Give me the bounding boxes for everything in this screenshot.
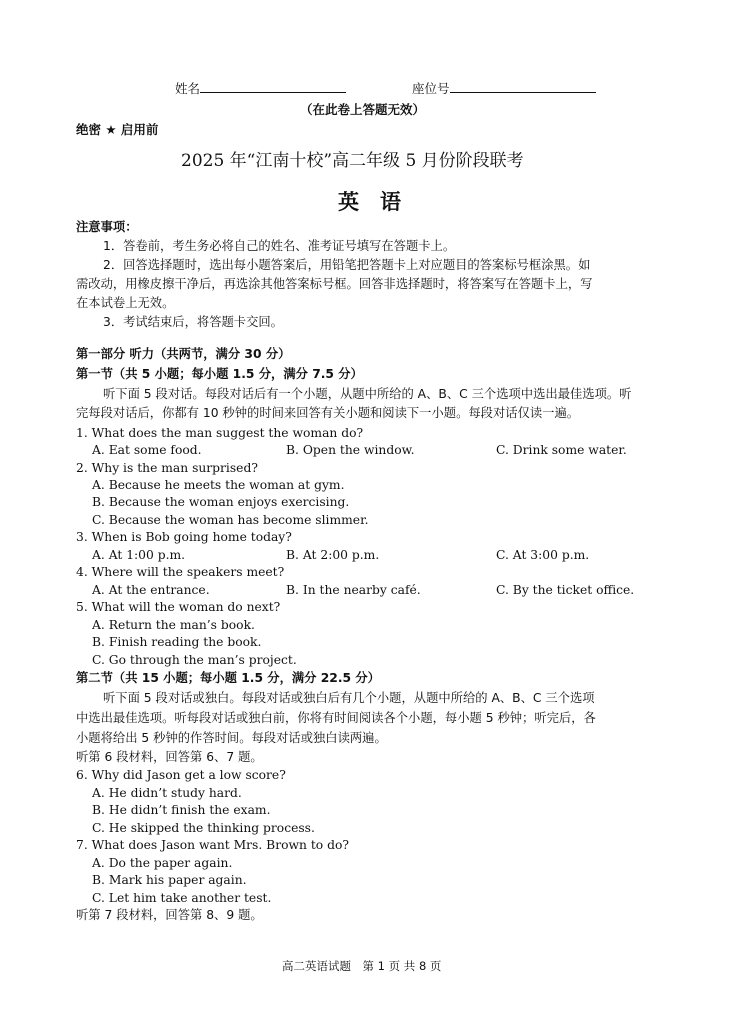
seat-label: 座位号 bbox=[412, 81, 450, 96]
question-6-stem: 6. Why did Jason get a low score? bbox=[76, 768, 286, 782]
question-4-option-c: C. By the ticket office. bbox=[496, 583, 635, 597]
subject-title: 英 语 bbox=[338, 189, 401, 214]
question-2-option-b: B. Because the woman enjoys exercising. bbox=[92, 495, 350, 509]
section1-title: 第一节（共 5 小题；每小题 1.5 分，满分 7.5 分） bbox=[76, 367, 363, 381]
name-blank-line bbox=[200, 81, 346, 93]
question-7-option-c: C. Let him take another test. bbox=[92, 891, 272, 905]
notice-line-2: 2．回答选择题时，选出每小题答案后，用铅笔把答题卡上对应题目的答案标号框涂黑。如 bbox=[103, 258, 591, 272]
question-1-option-c: C. Drink some water. bbox=[496, 443, 627, 457]
question-4-stem: 4. Where will the speakers meet? bbox=[76, 565, 285, 579]
name-label: 姓名 bbox=[175, 81, 201, 96]
question-5-option-a: A. Return the man’s book. bbox=[92, 618, 255, 632]
section2-instruction-2: 中选出最佳选项。听每段对话或独白前，你将有时间阅读各个小题，每小题 5 秒钟；听完后，各 bbox=[76, 711, 596, 725]
question-2-stem: 2. Why is the man surprised? bbox=[76, 461, 258, 475]
question-7-option-a: A. Do the paper again. bbox=[92, 856, 233, 870]
notice-line-3: 需改动，用橡皮擦干净后，再选涂其他答案标号框。回答非选择题时，将答案写在答题卡上，写 bbox=[76, 277, 593, 291]
material-7-note: 听第 7 段材料，回答第 8、9 题。 bbox=[76, 908, 263, 922]
question-2-option-c: C. Because the woman has become slimmer. bbox=[92, 513, 369, 527]
seat-blank-line bbox=[450, 81, 596, 93]
question-2-option-a: A. Because he meets the woman at gym. bbox=[92, 478, 345, 492]
seat-field bbox=[412, 79, 596, 97]
question-3-option-b: B. At 2:00 p.m. bbox=[286, 548, 380, 562]
question-6-option-b: B. He didn’t finish the exam. bbox=[92, 803, 271, 817]
notice-line-1: 1．答卷前，考生务必将自己的姓名、准考证号填写在答题卡上。 bbox=[103, 239, 456, 253]
secret-label: 绝密 ★ 启用前 bbox=[76, 122, 159, 137]
question-7-stem: 7. What does Jason want Mrs. Brown to do? bbox=[76, 838, 349, 852]
question-5-option-c: C. Go through the man’s project. bbox=[92, 653, 297, 667]
section2-title: 第二节（共 15 小题；每小题 1.5 分，满分 22.5 分） bbox=[76, 671, 380, 685]
invalid-note: （在此卷上答题无效） bbox=[300, 102, 426, 117]
question-4-option-b: B. In the nearby café. bbox=[286, 583, 421, 597]
material-6-note: 听第 6 段材料，回答第 6、7 题。 bbox=[76, 750, 263, 764]
name-field bbox=[175, 79, 346, 97]
question-3-option-a: A. At 1:00 p.m. bbox=[92, 548, 186, 562]
question-6-option-a: A. He didn’t study hard. bbox=[92, 786, 242, 800]
question-4-option-a: A. At the entrance. bbox=[92, 583, 210, 597]
question-5-stem: 5. What will the woman do next? bbox=[76, 600, 281, 614]
section1-instruction-1: 听下面 5 段对话。每段对话后有一个小题，从题中所给的 A、B、C 三个选项中选出最佳选项。听 bbox=[103, 387, 632, 401]
exam-title: 2025 年“江南十校”高二年级 5 月份阶段联考 bbox=[181, 151, 524, 171]
section2-instruction-3: 小题将给出 5 秒钟的作答时间。每段对话或独白读两遍。 bbox=[76, 731, 387, 745]
page-footer: 高二英语试题 第 1 页 共 8 页 bbox=[282, 959, 442, 973]
notice-line-5: 3．考试结束后，将答题卡交回。 bbox=[103, 315, 283, 329]
question-3-stem: 3. When is Bob going home today? bbox=[76, 530, 292, 544]
question-1-option-a: A. Eat some food. bbox=[92, 443, 202, 457]
notice-heading: 注意事项： bbox=[76, 220, 138, 234]
question-7-option-b: B. Mark his paper again. bbox=[92, 873, 247, 887]
question-6-option-c: C. He skipped the thinking process. bbox=[92, 821, 315, 835]
section2-instruction-1: 听下面 5 段对话或独白。每段对话或独白后有几个小题，从题中所给的 A、B、C 三个选项 bbox=[103, 691, 595, 705]
question-5-option-b: B. Finish reading the book. bbox=[92, 635, 262, 649]
notice-line-4: 在本试卷上无效。 bbox=[76, 296, 175, 310]
part1-title: 第一部分 听力（共两节，满分 30 分） bbox=[76, 347, 291, 361]
question-1-stem: 1. What does the man suggest the woman do? bbox=[76, 426, 364, 440]
question-3-option-c: C. At 3:00 p.m. bbox=[496, 548, 590, 562]
question-1-option-b: B. Open the window. bbox=[286, 443, 415, 457]
section1-instruction-2: 完每段对话后，你都有 10 秒钟的时间来回答有关小题和阅读下一小题。每段对话仅读一遍。 bbox=[76, 406, 580, 420]
